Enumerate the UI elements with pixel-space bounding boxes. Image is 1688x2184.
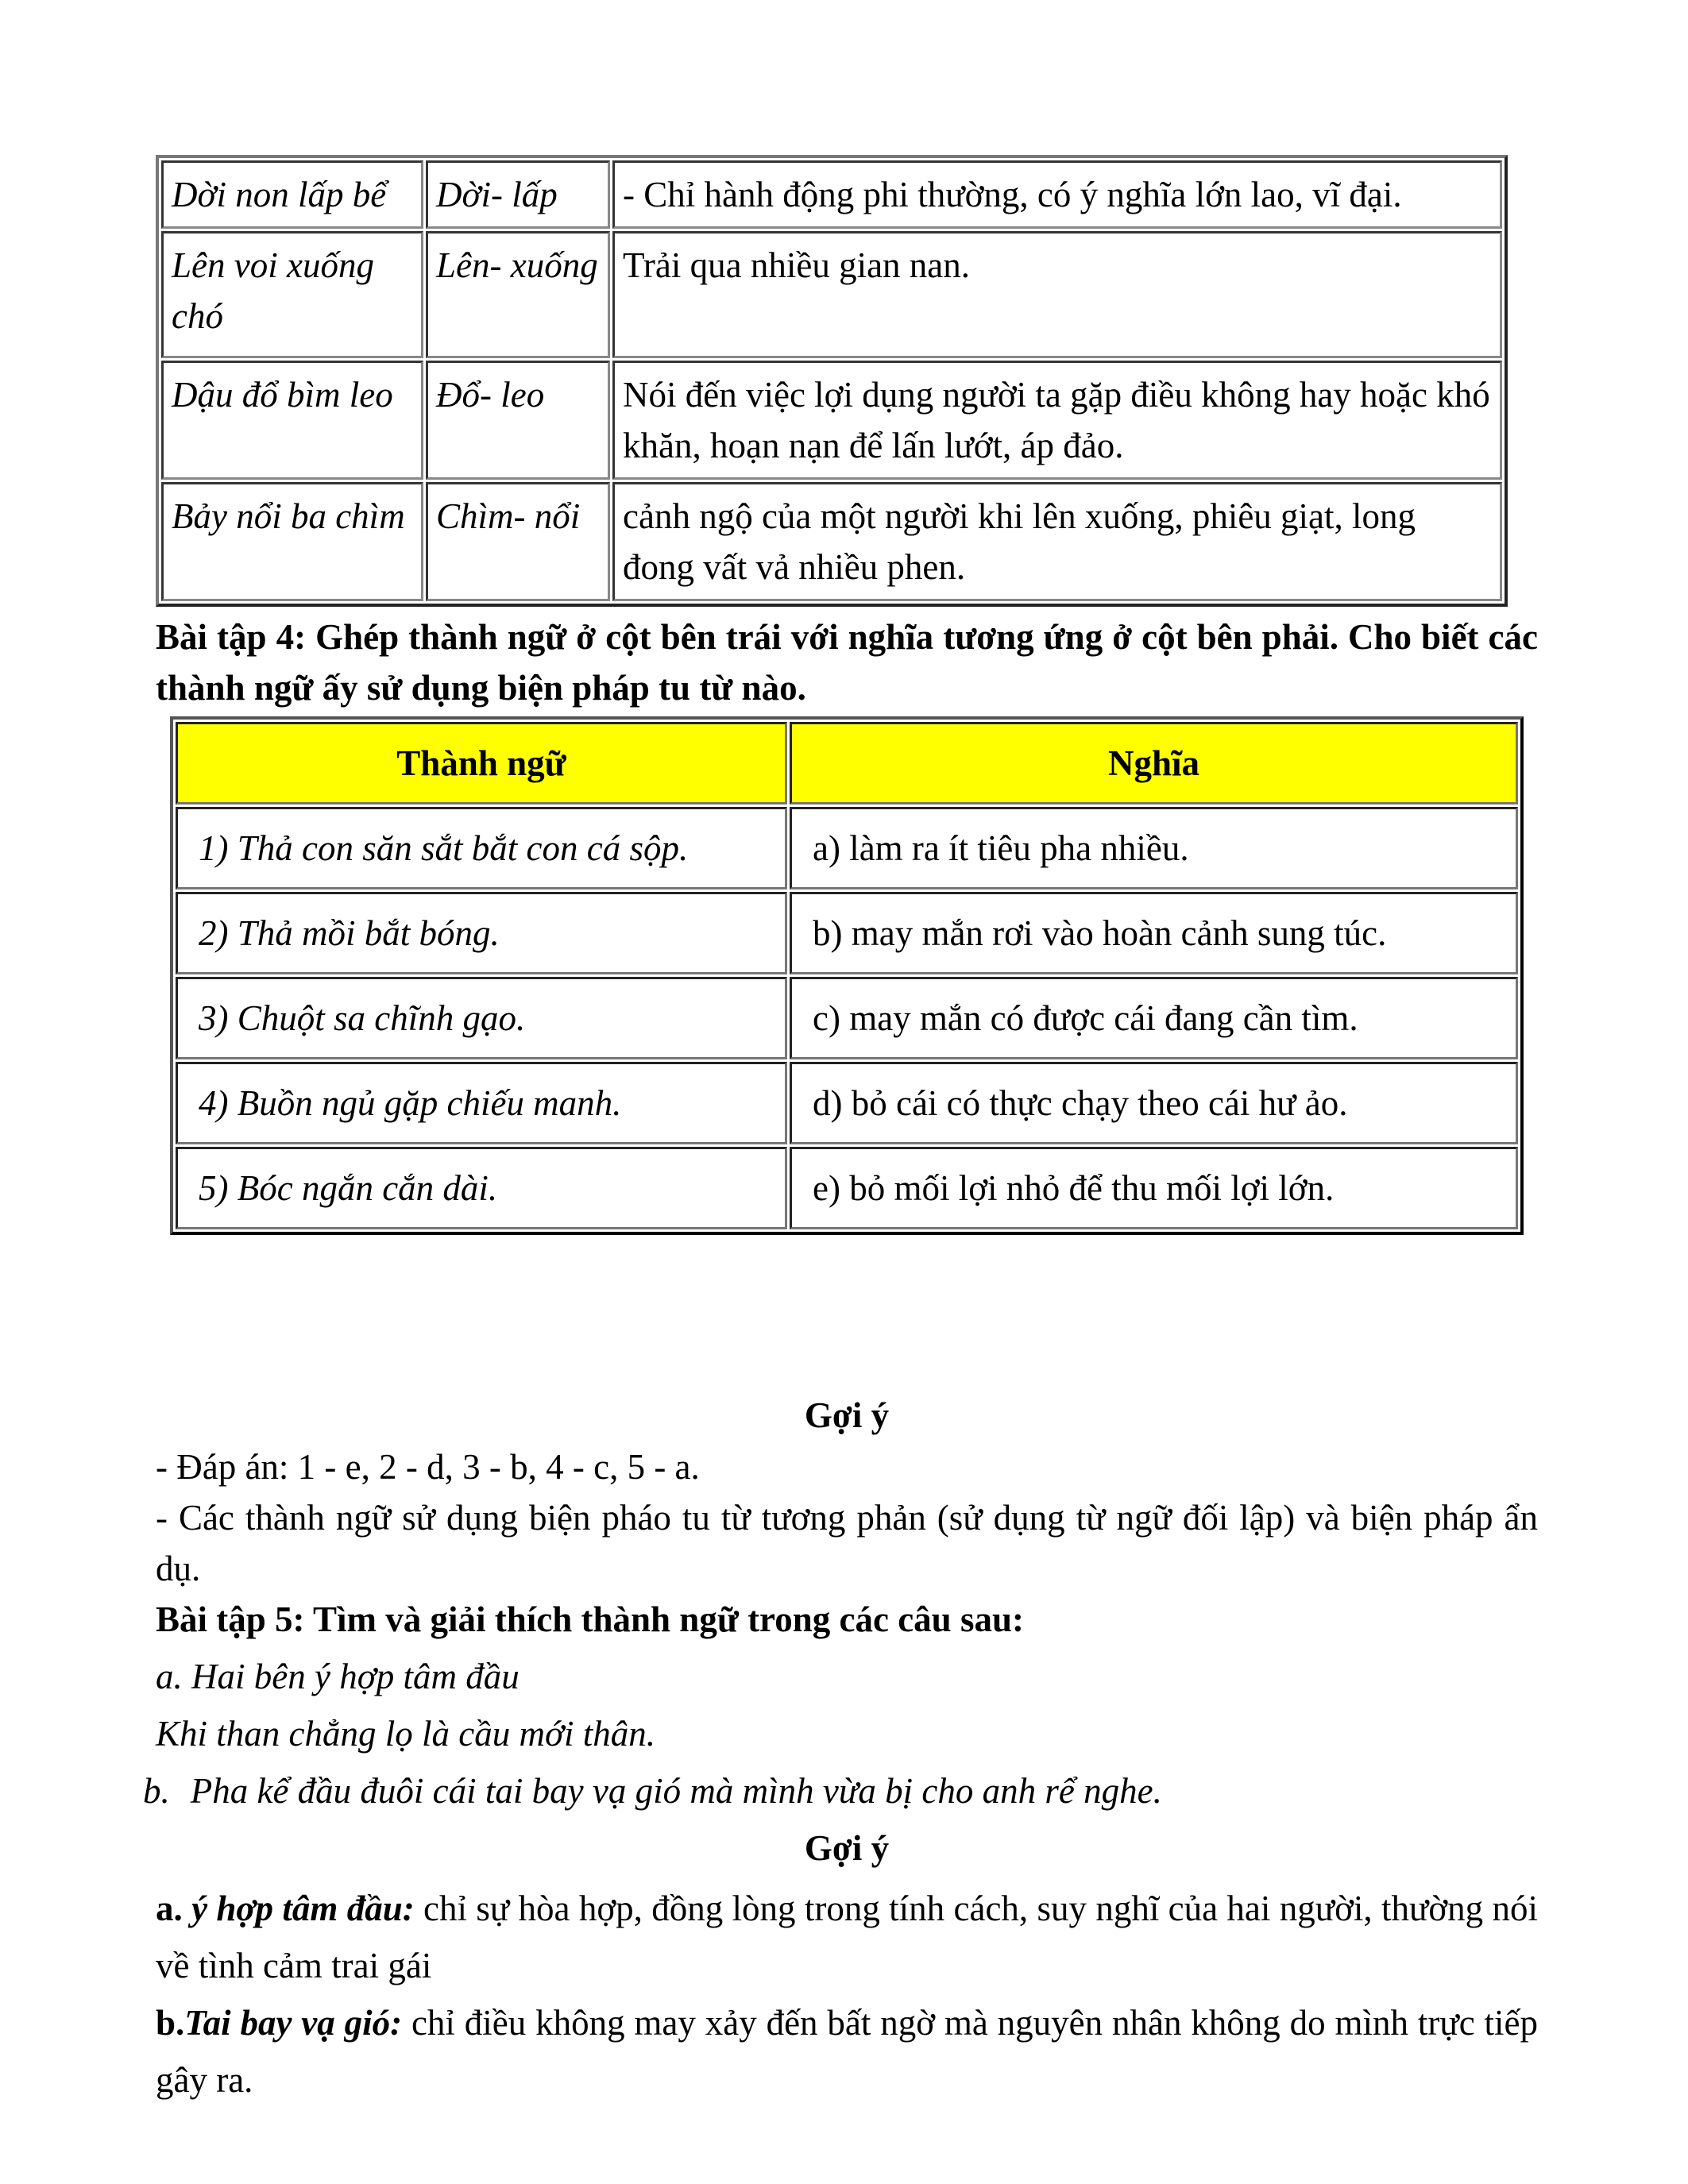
table-row [176, 807, 1518, 889]
explanation-paragraph: - Các thành ngữ sử dụng biện pháo tu từ tương phản (sử dụng từ ngữ đối lập) và biện pháp ẩn dụ. [156, 1498, 1538, 1588]
idiom-cell: 1) Thả con săn sắt bắt con cá sộp. [176, 807, 787, 889]
answer-marker: a. [156, 1889, 183, 1928]
table-row [176, 892, 1518, 974]
answer-a [156, 1880, 1538, 1994]
table-row [161, 361, 1502, 480]
meaning-cell: c) may mắn có được cái đang cần tìm. [790, 977, 1518, 1059]
meaning-cell: - Chỉ hành động phi thường, có ý nghĩa lớn lao, vĩ đại. [612, 160, 1502, 229]
answer-b [156, 1994, 1538, 2109]
list-marker: b. [143, 1771, 170, 1811]
idiom-term: Tai bay vạ gió: [184, 2003, 403, 2043]
idiom-matching-table [170, 716, 1524, 1235]
meaning-cell: b) may mắn rơi vào hoàn cảnh sung túc. [790, 892, 1518, 974]
idiom-cell: Bảy nổi ba chìm [161, 482, 423, 601]
table-row [176, 977, 1518, 1059]
word-pair-cell: Chìm- nổi [426, 482, 610, 601]
column-header-meaning: Nghĩa [790, 722, 1518, 805]
meaning-cell: Nói đến việc lợi dụng người ta gặp điều không hay hoặc khó khăn, hoạn nạn để lấn lướt, áp đảo. [612, 361, 1502, 480]
table-row [161, 160, 1502, 229]
exercise-4-heading: Bài tập 4: Ghép thành ngữ ở cột bên trái với nghĩa tương ứng ở cột bên phải. Cho biết các thành ngữ ấy sử dụng biện pháp tu từ nào. [156, 617, 1538, 708]
answer-line: - Đáp án: 1 - e, 2 - d, 3 - b, 4 - c, 5 - a. [156, 1447, 700, 1487]
idiom-term: ý hợp tâm đầu: [191, 1889, 415, 1928]
meaning-cell: a) làm ra ít tiêu pha nhiều. [790, 807, 1518, 889]
word-pair-cell: Đổ- leo [426, 361, 610, 480]
sentence-a-line-1: a. Hai bên ý hợp tâm đầu [156, 1657, 520, 1696]
sentence-a-line-2: Khi than chẳng lọ là cầu mới thân. [156, 1714, 655, 1754]
meaning-cell: Trải qua nhiều gian nan. [612, 231, 1502, 358]
idiom-cell: 3) Chuột sa chĩnh gạo. [176, 977, 787, 1059]
word-pair-cell: Dời- lấp [426, 160, 610, 229]
hint-title-2: Gợi ý [804, 1828, 890, 1868]
column-header-idiom: Thành ngữ [176, 722, 787, 805]
table-row [176, 1147, 1518, 1229]
answer-a-text: chỉ sự hòa hợp, đồng lòng trong tính cách, suy nghĩ của hai người, thường nói về tình cảm trai gái [156, 1889, 1538, 1985]
sentence-b [143, 1765, 1525, 1816]
meaning-cell: cảnh ngộ của một người khi lên xuống, phiêu giạt, long đong vất vả nhiều phen. [612, 482, 1502, 601]
idiom-cell: 5) Bóc ngắn cắn dài. [176, 1147, 787, 1229]
idiom-cell: Lên voi xuống chó [161, 231, 423, 358]
table-row [161, 482, 1502, 601]
answer-b-text: chỉ điều không may xảy đến bất ngờ mà nguyên nhân không do mình trực tiếp gây ra. [156, 2003, 1538, 2100]
meaning-cell: e) bỏ mối lợi nhỏ để thu mối lợi lớn. [790, 1147, 1518, 1229]
sentence-b-text: Pha kể đầu đuôi cái tai bay vạ gió mà mình vừa bị cho anh rể nghe. [190, 1771, 1162, 1811]
table-header-row [176, 722, 1518, 805]
idiom-contrast-table [156, 155, 1508, 607]
exercise-5-heading: Bài tập 5: Tìm và giải thích thành ngữ trong các câu sau: [156, 1599, 1024, 1639]
idiom-cell: Dậu đổ bìm leo [161, 361, 423, 480]
idiom-cell: Dời non lấp bể [161, 160, 423, 229]
table-row [161, 231, 1502, 358]
meaning-cell: d) bỏ cái có thực chạy theo cái hư ảo. [790, 1062, 1518, 1144]
table-row [176, 1062, 1518, 1144]
idiom-cell: 4) Buồn ngủ gặp chiếu manh. [176, 1062, 787, 1144]
answer-marker: b. [156, 2003, 185, 2043]
word-pair-cell: Lên- xuống [426, 231, 610, 358]
hint-title: Gợi ý [804, 1395, 890, 1435]
idiom-cell: 2) Thả mồi bắt bóng. [176, 892, 787, 974]
